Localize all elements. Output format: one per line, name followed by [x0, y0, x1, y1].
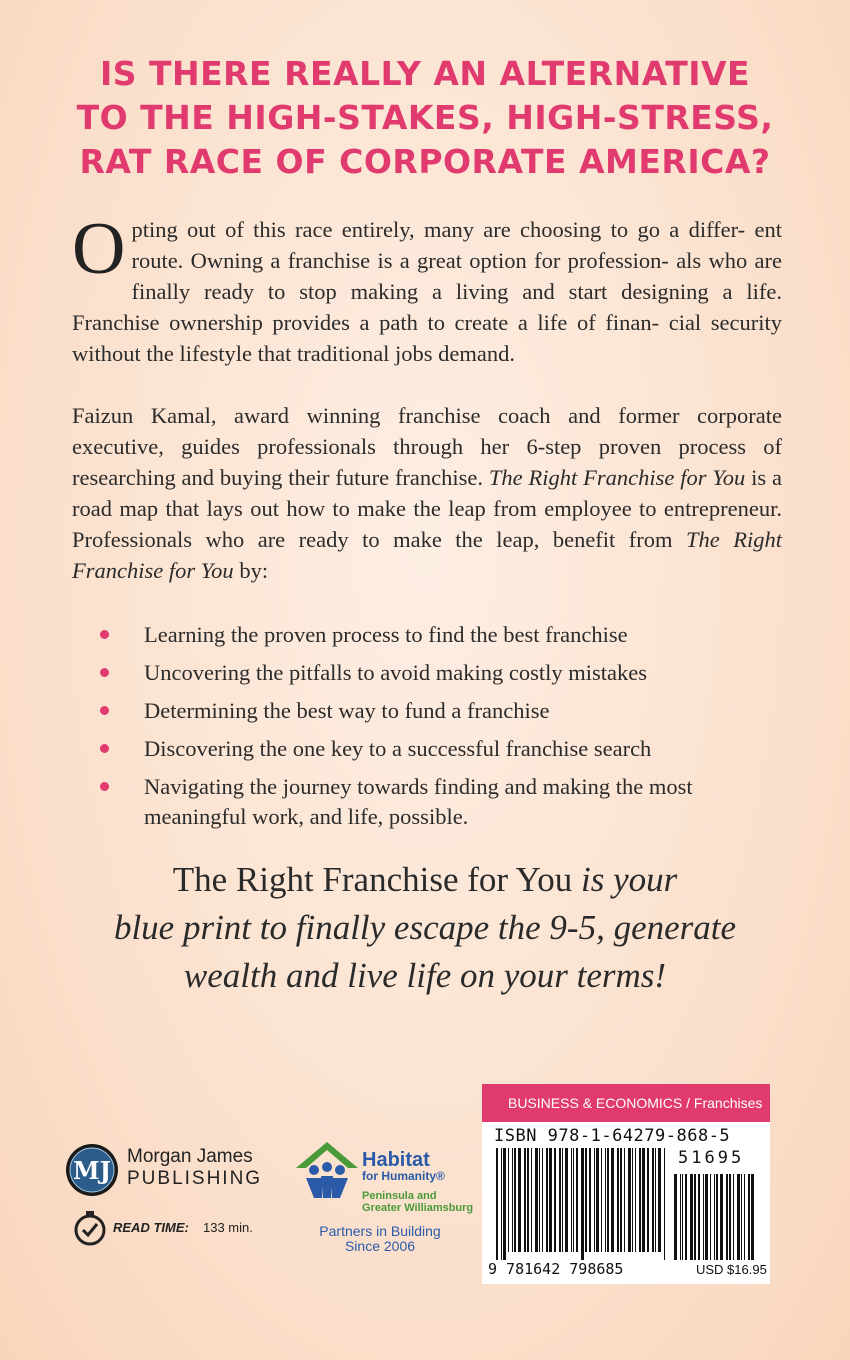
habitat-branch-line: Greater Williamsburg: [362, 1202, 474, 1214]
barcode-bar: [601, 1148, 602, 1252]
body-text: by:: [233, 558, 269, 583]
barcode-bar: [639, 1148, 641, 1252]
barcode-bar: [635, 1148, 636, 1252]
barcode-bar: [628, 1148, 631, 1252]
barcode-bar: [680, 1174, 681, 1260]
body-paragraph: [72, 400, 782, 586]
barcode-bar: [690, 1174, 693, 1260]
barcode-bar: [576, 1148, 578, 1252]
barcode-bar: [605, 1148, 606, 1252]
publisher-name-line1: Morgan James: [127, 1146, 253, 1167]
habitat-name: [362, 1150, 445, 1183]
intro-paragraph: [72, 208, 783, 369]
logo-letters: MJ: [73, 1156, 111, 1185]
bullet-dot-icon: [100, 668, 109, 677]
barcode-main-icon: [496, 1148, 668, 1260]
barcode-bar: [620, 1148, 622, 1252]
habitat-house-icon: [294, 1140, 360, 1200]
barcode-bar: [698, 1174, 700, 1260]
barcode-bar: [539, 1148, 540, 1252]
barcode-bar: [565, 1148, 568, 1252]
habitat-subtitle: for Humanity®: [362, 1169, 445, 1183]
tagline-text: is your: [572, 860, 678, 899]
barcode-bar: [617, 1148, 619, 1252]
barcode-bar: [703, 1174, 704, 1260]
barcode-bar: [737, 1174, 740, 1260]
barcode-bar: [531, 1148, 532, 1252]
barcode-bar: [664, 1148, 665, 1260]
barcode-bar: [685, 1174, 687, 1260]
headline-line: IS THERE REALLY AN ALTERNATIVE: [99, 54, 751, 93]
barcode-bar: [596, 1148, 599, 1252]
barcode-bar: [647, 1148, 649, 1252]
headline-line: RAT RACE OF CORPORATE AMERICA?: [79, 142, 771, 181]
barcode-bar: [524, 1148, 526, 1252]
barcode-bar: [655, 1148, 656, 1252]
book-title: The Right Franchise for You: [488, 465, 746, 490]
bullet-dot-icon: [100, 630, 109, 639]
barcode-bar: [729, 1174, 731, 1260]
book-title: The Right Franchise for You: [72, 527, 782, 583]
barcode-bar: [518, 1148, 521, 1252]
barcode-bar: [694, 1174, 696, 1260]
tagline: [0, 856, 850, 1000]
intro-line: a life. Franchise ownership provides a path to create a life of finan-: [72, 279, 783, 335]
tagline-text: blue print to finally escape the 9-5, generate: [113, 908, 737, 947]
barcode-addon-icon: [674, 1174, 754, 1260]
stopwatch-icon: [70, 1208, 110, 1248]
price: USD $16.95: [696, 1262, 767, 1277]
barcode-bar: [642, 1148, 645, 1252]
list-item: [100, 772, 740, 832]
publisher-name-line2: PUBLISHING: [127, 1168, 263, 1189]
list-item: [100, 620, 740, 650]
barcode-bar: [714, 1174, 715, 1260]
list-item-text: Determining the best way to fund a franchise: [144, 698, 550, 723]
barcode-bar: [585, 1148, 587, 1252]
habitat-partner-text: [300, 1224, 460, 1254]
barcode-bar: [512, 1148, 513, 1252]
barcode-bar: [581, 1148, 584, 1260]
barcode-bar: [716, 1174, 718, 1260]
headline-line: TO THE HIGH-STAKES, HIGH-STRESS,: [76, 98, 774, 137]
isbn-barcode-box: [482, 1084, 770, 1284]
morgan-james-logo-icon: [64, 1142, 120, 1198]
list-item: [100, 696, 740, 726]
bullet-dot-icon: [100, 744, 109, 753]
barcode-bar: [682, 1174, 683, 1260]
intro-line: ent route. Owning a franchise is a great option for profession-: [131, 217, 782, 273]
barcode-bar: [705, 1174, 708, 1260]
barcode-bar: [674, 1174, 677, 1260]
barcode-bar: [508, 1148, 509, 1252]
read-time-value: 133 min.: [203, 1220, 253, 1235]
barcode-bar: [542, 1148, 543, 1252]
barcode-bar: [571, 1148, 572, 1252]
barcode-bar: [632, 1148, 633, 1252]
barcode-bar: [594, 1148, 595, 1252]
intro-line: pting out of this race entirely, many are choosing to go a differ-: [131, 217, 746, 242]
body-text: Faizun Kamal, award winning franchise coach and former corporate executive, guides professionals through her 6-step proven process of researching and buying their future franchise.: [72, 403, 782, 490]
publisher-name: [127, 1146, 262, 1190]
habitat-branch-line: Peninsula and: [362, 1190, 437, 1202]
habitat-title: Habitat: [362, 1149, 430, 1171]
barcode-bar: [554, 1148, 556, 1252]
barcode-bar: [535, 1148, 538, 1252]
barcode-bar: [562, 1148, 563, 1252]
barcode-bar: [751, 1174, 754, 1260]
intro-line: cial security without the lifestyle that traditional jobs demand.: [72, 310, 783, 366]
barcode-bar: [748, 1174, 750, 1260]
drop-cap: O: [72, 208, 126, 290]
barcode-bar: [573, 1148, 574, 1252]
barcode-bar: [549, 1148, 552, 1252]
barcode-bar: [501, 1148, 502, 1260]
list-item: [100, 734, 740, 764]
category-label: BUSINESS & ECONOMICS / Franchises: [482, 1084, 770, 1122]
body-text: is a road map that lays out how to make the leap from employee to entrepreneur. Professionals who are ready to make the leap, benefit from: [72, 465, 782, 552]
list-item-text: Learning the proven process to find the best franchise: [144, 622, 628, 647]
barcode-bar: [741, 1174, 742, 1260]
barcode-bar: [503, 1148, 506, 1260]
barcode-bar: [496, 1148, 498, 1260]
barcode-bar: [611, 1148, 614, 1252]
ean-digits: 9 781642 798685: [488, 1260, 624, 1278]
barcode-bar: [710, 1174, 711, 1260]
list-item-text: Uncovering the pitfalls to avoid making costly mistakes: [144, 660, 648, 685]
partner-line: Partners in Building: [319, 1223, 441, 1239]
isbn-text: ISBN 978-1-64279-868-5: [494, 1126, 731, 1146]
barcode-bar: [589, 1148, 591, 1252]
habitat-branch: [362, 1190, 473, 1214]
barcode-bar: [559, 1148, 561, 1252]
barcode-bar: [607, 1148, 609, 1252]
tagline-title: The Right Franchise for You: [172, 860, 573, 899]
barcode-bar: [652, 1148, 654, 1252]
barcode-bar: [744, 1174, 745, 1260]
barcode-bar: [624, 1148, 625, 1252]
benefit-list: [100, 620, 740, 840]
barcode-bar: [546, 1148, 548, 1252]
barcode-bar: [726, 1174, 728, 1260]
list-item-text: Navigating the journey towards finding and making the most meaningful work, and life, possible.: [144, 774, 693, 829]
intro-line: als who are finally ready to stop making a living and start designing: [131, 248, 782, 304]
addon-digits: 51695: [678, 1148, 745, 1168]
barcode-bar: [733, 1174, 734, 1260]
bullet-dot-icon: [100, 706, 109, 715]
partner-line: Since 2006: [344, 1238, 416, 1254]
read-time-label: READ TIME:: [113, 1220, 189, 1235]
barcode-bar: [527, 1148, 529, 1252]
barcode-bar: [720, 1174, 723, 1260]
list-item: [100, 658, 740, 688]
barcode-bar: [514, 1148, 516, 1252]
tagline-text: wealth and live life on your terms!: [183, 956, 667, 995]
bullet-dot-icon: [100, 782, 109, 791]
list-item-text: Discovering the one key to a successful franchise search: [144, 736, 652, 761]
barcode-bar: [658, 1148, 661, 1252]
headline: [0, 52, 850, 184]
